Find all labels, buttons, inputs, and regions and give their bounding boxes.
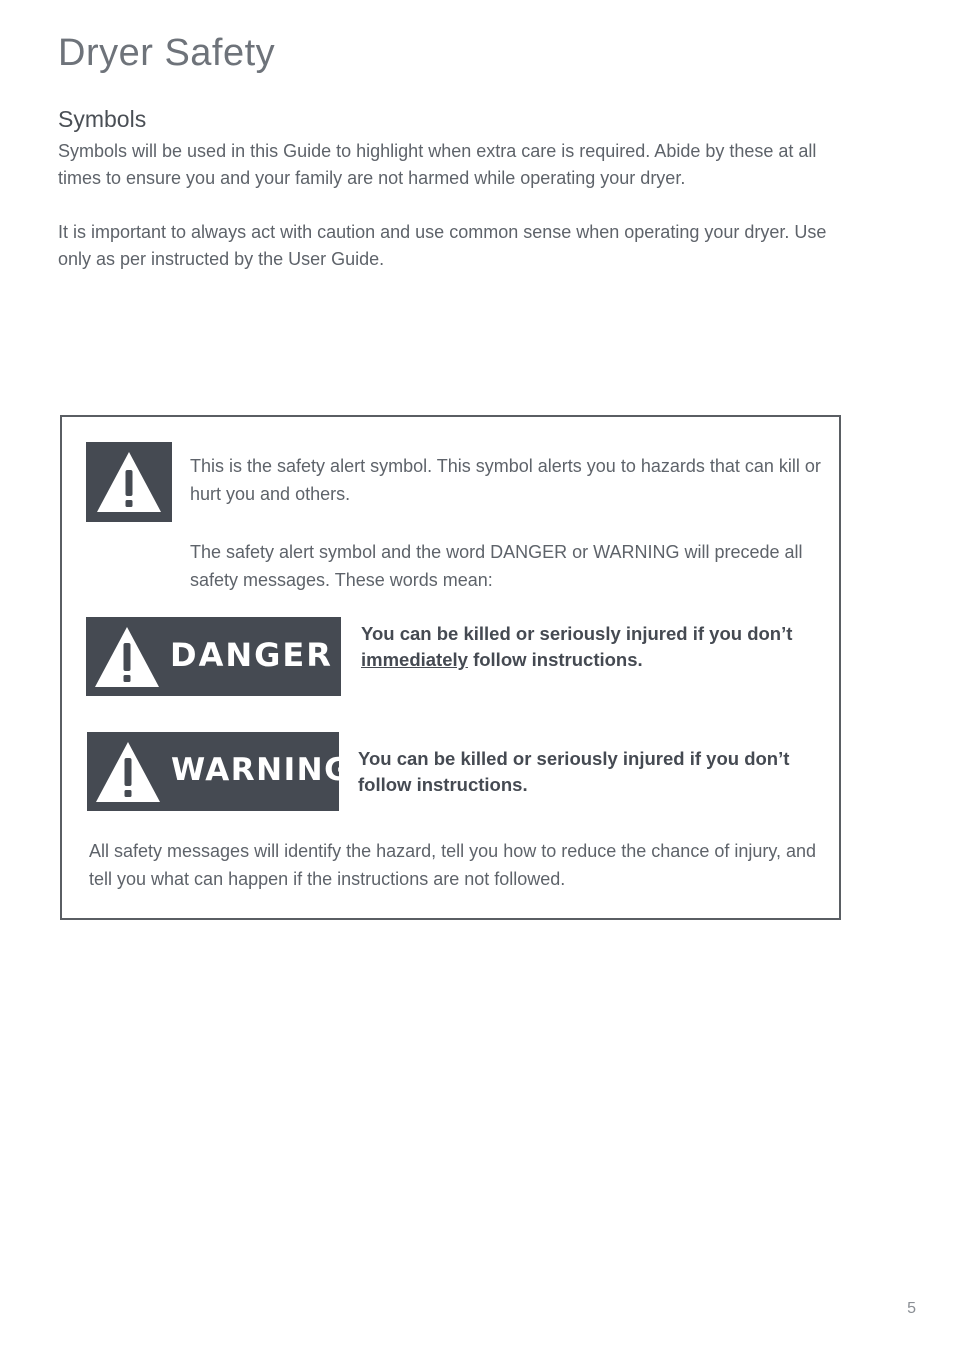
safety-alert-symbol	[86, 442, 172, 522]
intro-paragraph-2: It is important to always act with caution and use common sense when operating your dryer. Use only as per instructed by the User Guide.	[58, 222, 827, 269]
danger-message-emphasis: immediately	[361, 649, 468, 670]
page-title: Dryer Safety	[58, 32, 276, 74]
warning-triangle-icon	[95, 740, 161, 804]
warning-triangle-icon	[86, 442, 172, 522]
warning-badge	[87, 732, 352, 811]
safety-messages-footer: All safety messages will identify the hazard, tell you how to reduce the chance of injury, and tell you what can happen if the instructions are not followed.	[89, 841, 817, 889]
danger-message	[361, 621, 811, 673]
danger-message-end: follow instructions.	[467, 649, 643, 670]
warning-message: You can be killed or seriously injured if you don’t follow instructions.	[358, 748, 790, 795]
page-number: 5	[907, 1300, 916, 1317]
section-heading: Symbols	[58, 106, 147, 132]
signal-words-description: The safety alert symbol and the word DANGER or WARNING will precede all safety messages. These words mean:	[190, 542, 803, 590]
intro-paragraph-1: Symbols will be used in this Guide to highlight when extra care is required. Abide by these at all times to ensure you and your family are not harmed while operating your dryer.	[58, 141, 817, 188]
warning-triangle-icon	[94, 625, 160, 689]
warning-word: WARNING	[171, 752, 352, 788]
danger-word: DANGER	[170, 636, 333, 674]
danger-message-start: You can be killed or seriously injured if you don’t	[361, 623, 793, 644]
danger-badge	[86, 617, 341, 696]
alert-symbol-description: This is the safety alert symbol. This symbol alerts you to hazards that can kill or hurt you and others.	[190, 456, 821, 504]
safety-symbols-box	[60, 415, 841, 920]
